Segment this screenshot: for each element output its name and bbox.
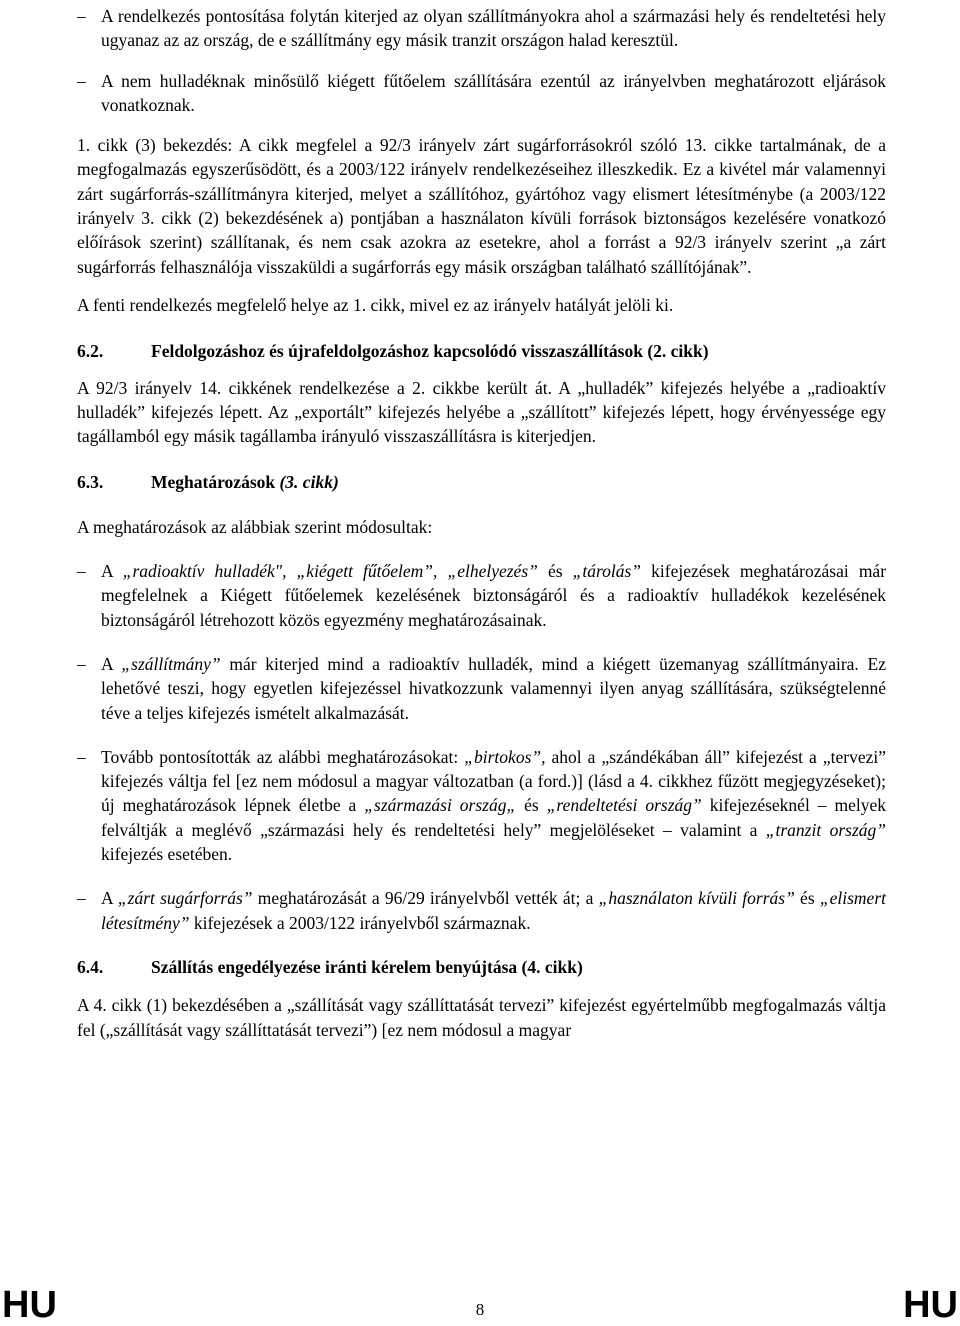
list-item: – A „szállítmány” már kiterjed mind a radioaktív hulladék, mind a kiégett üzemanyag szállítmányaira. Ez lehetővé teszi, hogy egyetlen kifejezéssel hivatkozzunk valamennyi ilyen anyag szállítására, szükségtelenné téve a teljes kifejezés ismételt alkalmazását. (77, 653, 886, 723)
section-number: 6.2. (77, 341, 104, 362)
term-italic: „birtokos”, (464, 746, 546, 767)
dash-marker: – (77, 746, 86, 767)
list-item (77, 4, 886, 53)
section-heading-6-2 (77, 339, 886, 363)
section-number: 6.3. (77, 472, 104, 493)
list-item (77, 69, 886, 118)
list-item: – A „zárt sugárforrás” meghatározását a 96/29 irányelvből vették át; a „használaton kívüli forrás” és „elismert létesítmény” kifejezések a 2003/122 irányelvből származnak. (77, 888, 886, 933)
section-body-6-2: A 92/3 irányelv 14. cikkének rendelkezése a 2. cikkbe került át. A „hulladék” kifejezés helyébe a „radioaktív hulladék” kifejezés lépett. Az „exportált” kifejezés helyébe a „szállított” kifejezés lépett, hogy érvényessége egy tagállamból egy másik tagállamba irányuló visszaszállításra is kiterjedjen. (77, 377, 886, 447)
section-body-6-4: A 4. cikk (1) bekezdésében a „szállítását vagy szállíttatását tervezi” kifejezést egyértelműbb megfogalmazás váltja fel („szállítását vagy szállíttatását tervezi”) [ez nem módosul a magyar (77, 995, 886, 1040)
dash-marker: – (77, 6, 86, 26)
paragraph-cikk3: 1. cikk (3) bekezdés: A cikk megfelel a 92/3 irányelv zárt sugárforrásokról szóló 13. cikke tartalmának, de a megfogalmazás egyszerűsödött, és a 2003/122 irányelv rendelkezéseihez illeszkedik. Ez a kivétel már valamennyi zárt sugárforrás-szállítmányra kiterjed, melyet a szállítóhoz, gyártóhoz vagy elismert létesítménybe (a 2003/122 irányelv 3. cikk (2) bekezdésének a) pontjában a használaton kívüli források biztonságos kezelésére vonatkozó előírások szerint) szállítanak, és nem csak azokra az esetekre, ahol a forrást a 92/3 irányelv szerint „a zárt sugárforrás felhasználója visszaküldi a sugárforrás egy másik országban található szállítójának”. (77, 135, 886, 277)
dash-marker: – (77, 888, 86, 909)
language-code-left: HU (2, 1284, 57, 1326)
term-italic: „használaton kívüli forrás” (598, 888, 795, 909)
section-title: Meghatározások (151, 472, 276, 493)
section-title-suffix: (3. cikk) (279, 472, 339, 493)
section-heading-6-4 (77, 955, 886, 979)
document-page (77, 4, 886, 1042)
dash-marker: – (77, 561, 86, 582)
term-italic: „radioaktív hulladék", „kiégett fűtőelem”, „elhelyezés” (122, 561, 538, 582)
term-italic: „szállítmány” (121, 653, 221, 674)
language-code-right: HU (903, 1284, 958, 1326)
section-heading-6-3 (77, 470, 886, 494)
list-item: – Tovább pontosították az alábbi meghatározásokat: „birtokos”, ahol a „szándékában áll” kifejezést a „tervezi” kifejezés váltja fel [ez nem módosul a magyar változatban (a ford.)] (lásd a 4. cikkhez fűzött megjegyzéseket); új meghatározások lépnek életbe a „származási ország„ és „rendeltetési ország” kifejezéseknél – melyek felváltják a meglévő „származási hely és rendeltetési hely” megjelöléseket – valamint a „tranzit ország” kifejezés esetében. (77, 746, 886, 865)
section-intro-6-3: A meghatározások az alábbiak szerint módosultak: (77, 516, 433, 537)
dash-marker: – (77, 70, 86, 91)
term-italic: „zárt sugárforrás” (117, 888, 253, 909)
section-title: Szállítás engedélyezése iránti kérelem benyújtása (4. cikk) (151, 956, 583, 977)
list-item: – A „radioaktív hulladék", „kiégett fűtőelem”, „elhelyezés” és „tárolás” kifejezések meghatározásai már megfelelnek a Kiégett fűtőelemek kezelésének biztonságáról és a radioaktív hulladékok kezelésének biztonságáról létrehozott közös egyezmény meghatározásainak. (77, 561, 887, 630)
term-italic: „származási ország„ (364, 795, 517, 816)
bullet-text: A rendelkezés pontosítása folytán kiterjed az olyan szállítmányokra ahol a származási hely és rendeltetési hely ugyanaz az az ország, de e szállítmány egy másik tranzit országon halad keresztül. (101, 6, 886, 51)
section-number: 6.4. (77, 956, 104, 977)
page-number: 8 (475, 1300, 485, 1319)
paragraph-fenti: A fenti rendelkezés megfelelő helye az 1. cikk, mivel ez az irányelv hatályát jelöli ki. (77, 294, 674, 315)
dash-marker: – (77, 653, 86, 674)
term-italic: „tárolás” (572, 561, 642, 582)
term-italic: „rendeltetési ország” (546, 795, 702, 816)
term-italic: „tranzit ország” (765, 819, 886, 840)
term-italic: „elismert létesítmény” (101, 888, 886, 933)
bullet-text: A nem hulladéknak minősülő kiégett fűtőelem szállítására ezentúl az irányelvben meghatározott eljárások vonatkoznak. (101, 70, 886, 115)
section-title: Feldolgozáshoz és újrafeldolgozáshoz kapcsolódó visszaszállítások (2. cikk) (151, 341, 709, 362)
